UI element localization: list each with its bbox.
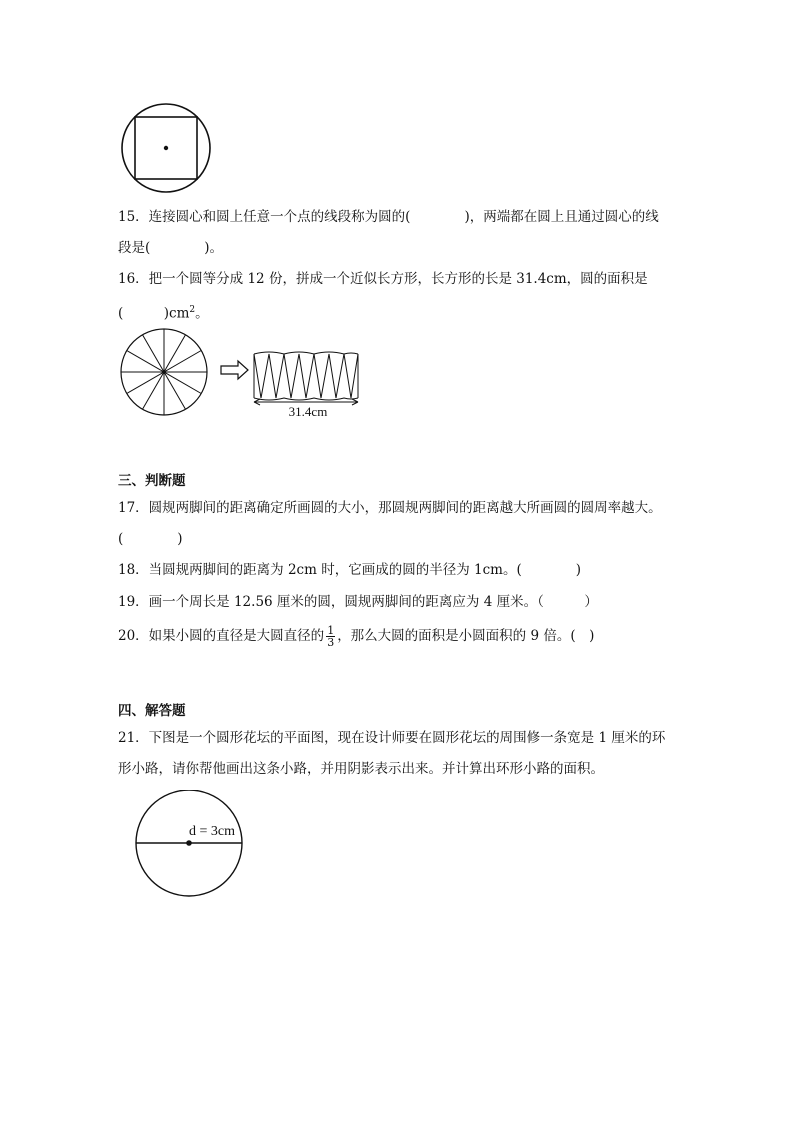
section4-heading: 四、解答题 bbox=[118, 703, 186, 719]
center-dot bbox=[164, 146, 168, 150]
q16-superscript: 2 bbox=[189, 305, 196, 315]
diameter-label: d = 3cm bbox=[189, 824, 235, 839]
q17-line1: 17．圆规两脚间的距离确定所画圆的大小，那圆规两脚间的距离越大所画圆的圆周率越大。 bbox=[118, 500, 662, 516]
q16-line2 bbox=[118, 301, 209, 323]
flower-bed-figure bbox=[130, 790, 250, 902]
q21-line1: 21．下图是一个圆形花坛的平面图，现在设计师要在圆形花坛的周围修一条宽是 1 厘米的环 bbox=[118, 730, 666, 746]
approx-rectangle bbox=[254, 352, 358, 400]
center-point bbox=[186, 840, 192, 846]
circle-square-figure bbox=[118, 102, 218, 196]
right-arrow-icon bbox=[221, 361, 248, 379]
q16-line2-end: 。 bbox=[195, 305, 209, 322]
q21-line2: 形小路，请你帮他画出这条小路，并用阴影表示出来。并计算出环形小路的面积。 bbox=[118, 761, 604, 777]
fraction-denominator: 3 bbox=[327, 636, 335, 649]
q16-line1: 16．把一个圆等分成 12 份，拼成一个近似长方形，长方形的长是 31.4cm，圆的面积是 bbox=[118, 271, 648, 287]
section3-heading: 三、判断题 bbox=[118, 473, 186, 489]
fraction-numerator: 1 bbox=[327, 624, 335, 637]
q20-post: ，那么大圆的面积是小圆面积的 9 倍。( ) bbox=[337, 628, 595, 644]
one-third-fraction bbox=[326, 625, 335, 648]
rectangle-length-label: 31.4cm bbox=[288, 404, 328, 419]
q19-text: 19．画一个周长是 12.56 厘米的圆，圆规两脚间的距离应为 4 厘米。（ ） bbox=[118, 594, 598, 610]
divided-circle bbox=[121, 329, 207, 415]
q17-line2: ( ) bbox=[118, 531, 183, 547]
circle-to-rectangle-figure bbox=[118, 328, 378, 420]
q18-text: 18．当圆规两脚间的距离为 2cm 时，它画成的圆的半径为 1cm。( ) bbox=[118, 562, 581, 578]
q15-line1: 15．连接圆心和圆上任意一个点的线段称为圆的( )，两端都在圆上且通过圆心的线 bbox=[118, 209, 659, 225]
q20-pre: 20．如果小圆的直径是大圆直径的 bbox=[118, 628, 325, 644]
q16-answer-blank: ( )cm bbox=[118, 305, 190, 322]
q15-line2: 段是( )。 bbox=[118, 240, 224, 256]
q20-text bbox=[118, 624, 594, 648]
